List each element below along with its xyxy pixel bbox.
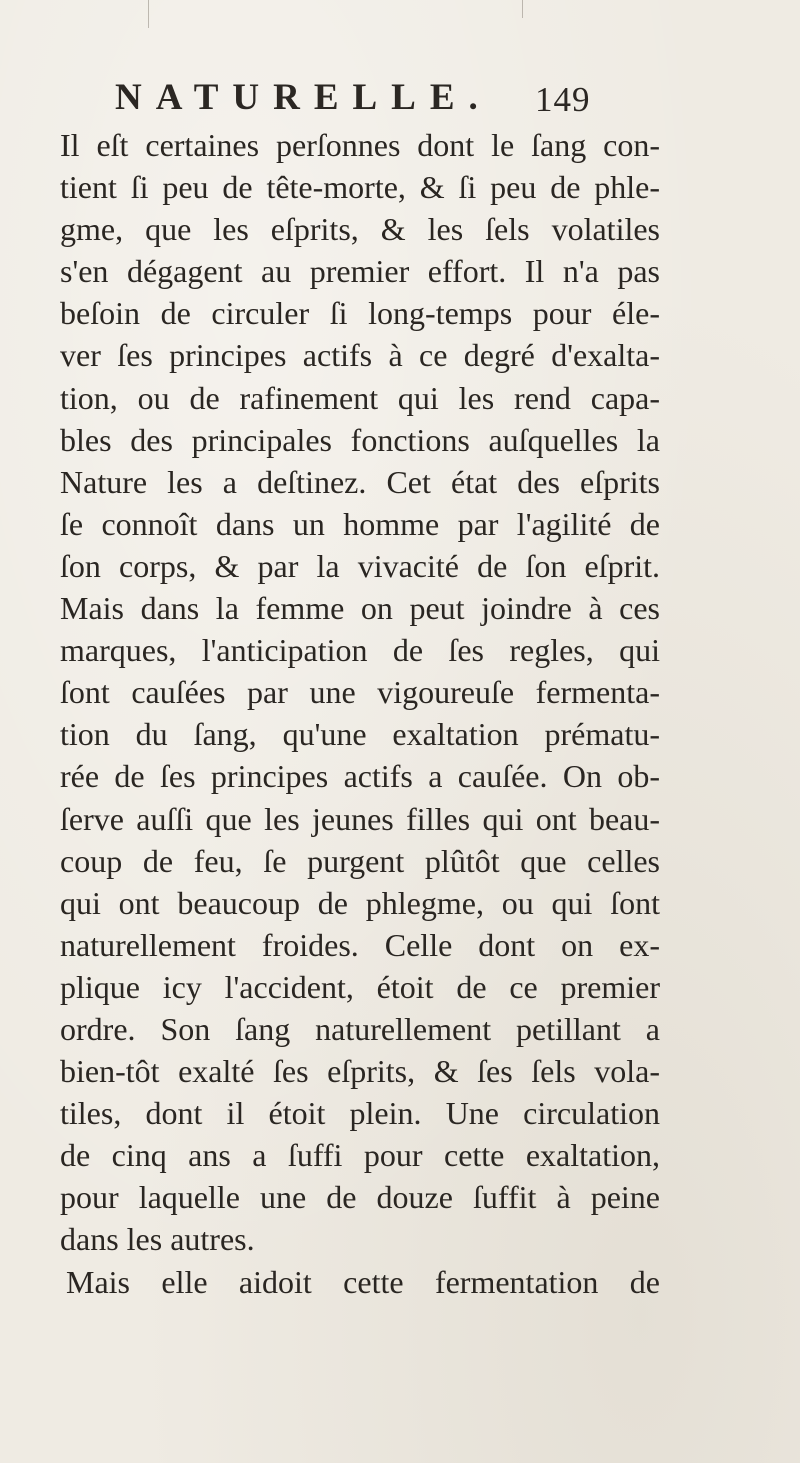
page-number: 149 [535, 80, 591, 119]
text-line: plique icy l'accident, étoit de ce premier [60, 968, 660, 1005]
text-line: ſerve auſſi que les jeunes filles qui ont beau- [60, 800, 660, 837]
paper-mark [522, 0, 523, 18]
text-line: bien-tôt exalté ſes eſprits, & ſes ſels vola- [60, 1053, 660, 1090]
page-header [115, 70, 655, 120]
text-line: tion, ou de rafinement qui les rend capa- [60, 379, 660, 416]
text-line: qui ont beaucoup de phlegme, ou qui ſont [60, 884, 660, 921]
body-text [60, 124, 660, 1303]
text-line: Mais elle aidoit cette fermentation de [66, 1263, 660, 1300]
text-line: beſoin de circuler ſi long-temps pour éle- [60, 295, 660, 332]
text-line: ver ſes principes actifs à ce degré d'exalta- [60, 337, 660, 374]
text-line: s'en dégagent au premier effort. Il n'a pas [60, 253, 660, 290]
text-line: coup de feu, ſe purgent plûtôt que celles [60, 842, 660, 879]
text-line: marques, l'anticipation de ſes regles, qui [60, 632, 660, 669]
text-line: Nature les a deſtinez. Cet état des eſprits [60, 463, 660, 500]
text-line: rée de ſes principes actifs a cauſée. On ob- [60, 758, 660, 795]
text-line: bles des principales fonctions auſquelles la [60, 421, 660, 458]
text-line: tient ſi peu de tête-morte, & ſi peu de phle- [60, 169, 660, 206]
text-line: dans les autres. [60, 1221, 255, 1258]
text-line: gme, que les eſprits, & les ſels volatiles [60, 211, 660, 248]
text-line: ſe connoît dans un homme par l'agilité de [60, 505, 660, 542]
running-title: NATURELLE. [115, 77, 492, 118]
text-line: naturellement froides. Celle dont on ex- [60, 926, 660, 963]
text-line: Il eſt certaines perſonnes dont le ſang con- [60, 127, 660, 163]
paper-mark [148, 0, 149, 28]
text-line: pour laquelle une de douze ſuffit à peine [60, 1179, 660, 1216]
text-line: ſon corps, & par la vivacité de ſon eſprit. [60, 547, 660, 584]
text-line: ordre. Son ſang naturellement petillant a [60, 1010, 660, 1047]
text-line: de cinq ans a ſuffi pour cette exaltation, [60, 1137, 660, 1174]
text-line: Mais dans la femme on peut joindre à ces [60, 590, 660, 627]
text-line: tion du ſang, qu'une exaltation prématu- [60, 716, 660, 753]
text-line: tiles, dont il étoit plein. Une circulation [60, 1095, 660, 1132]
text-line: ſont cauſées par une vigoureuſe fermenta- [60, 674, 660, 711]
